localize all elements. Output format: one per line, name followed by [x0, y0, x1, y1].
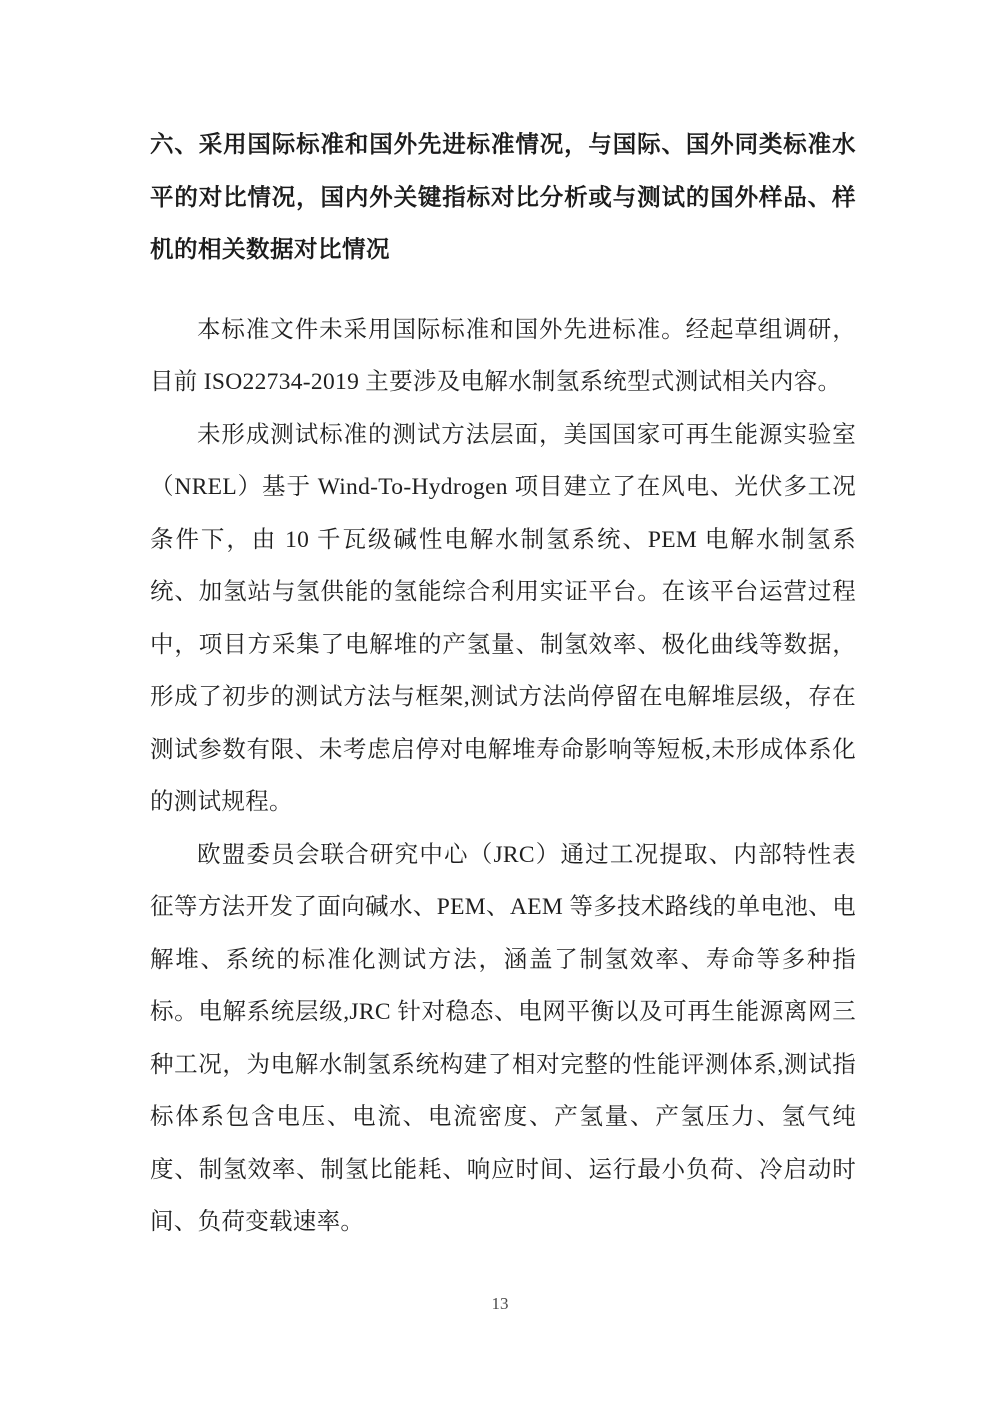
document-body	[150, 118, 856, 1249]
page-number: 13	[491, 1294, 509, 1313]
paragraph-jrc: 欧盟委员会联合研究中心（JRC）通过工况提取、内部特性表征等方法开发了面向碱水、PEM、AEM 等多技术路线的单电池、电解堆、系统的标准化测试方法，涵盖了制氢效率、寿命等多种指标。电解系统层级,JRC 针对稳态、电网平衡以及可再生能源离网三种工况，为电解水制氢系统构建了相对完整的性能评测体系,测试指标体系包含电压、电流、电流密度、产氢量、产氢压力、氢气纯度、制氢效率、制氢比能耗、响应时间、运行最小负荷、冷启动时间、负荷变载速率。	[150, 841, 856, 1235]
paragraph-iso-standards: 本标准文件未采用国际标准和国外先进标准。经起草组调研，目前 ISO22734-2019 主要涉及电解水制氢系统型式测试相关内容。	[150, 316, 856, 395]
paragraph-nrel: 未形成测试标准的测试方法层面，美国国家可再生能源实验室（NREL）基于 Wind-To-Hydrogen 项目建立了在风电、光伏多工况条件下，由 10 千瓦级碱性电解水制氢系统、PEM 电解水制氢系统、加氢站与氢供能的氢能综合利用实证平台。在该平台运营过程中，项目方采集了电解堆的产氢量、制氢效率、极化曲线等数据，形成了初步的测试方法与框架,测试方法尚停留在电解堆层级，存在测试参数有限、未考虑启停对电解堆寿命影响等短板,未形成体系化的测试规程。	[150, 421, 856, 815]
section-heading: 六、采用国际标准和国外先进标准情况，与国际、国外同类标准水平的对比情况，国内外关键指标对比分析或与测试的国外样品、样机的相关数据对比情况	[150, 131, 856, 262]
